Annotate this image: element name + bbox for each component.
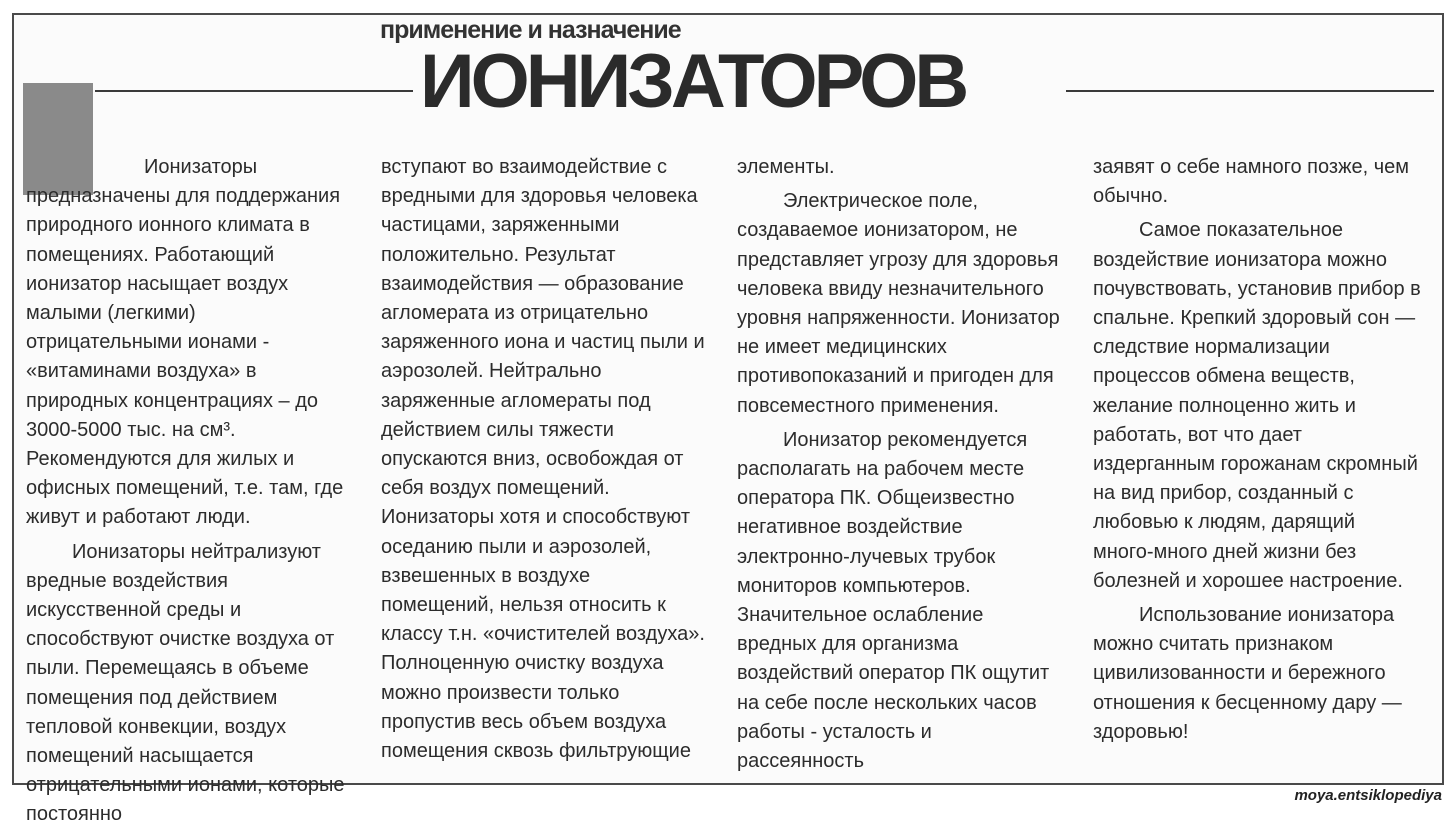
column-4 — [1093, 153, 1421, 747]
column-2 — [381, 153, 707, 766]
title-rule-left — [95, 90, 413, 92]
article-subtitle: применение и назначение — [380, 16, 681, 44]
paragraph: вступают во взаимодействие с вредными для здоровья человека частицами, заряженными положительно. Результат взаимодействия — образование агломерата из отрицательно заряженного иона и частиц пыли и аэрозолей. Нейтрально заряженные агломераты под действием силы тяжести опускаются вниз, освобождая от себя воздух помещений. Ионизаторы хотя и способствуют оседанию пыли и аэрозолей, взвешенных в воздухе помещений, нельзя относить к классу т.н. «очистителей воздуха». Полноценную очистку воздуха можно произвести только пропустив весь объем воздуха помещения сквозь фильтрующие — [381, 156, 705, 763]
paragraph: Самое показательное воздействие ионизатора можно почувствовать, установив прибор в спальне. Крепкий здоровый сон — следствие нормализации процессов обмена веществ, желание полноценно жить и работать, вот что дает издерганным горожанам скромный на вид прибор, созданный с любовью к людям, дарящий много-много дней жизни без болезней и хорошее настроение. — [1093, 219, 1421, 592]
title-rule-right — [1066, 90, 1434, 92]
column-1 — [26, 153, 351, 830]
article-title: ИОНИЗАТОРОВ — [420, 39, 966, 124]
paragraph: Ионизатор рекомендуется располагать на рабочем месте оператора ПК. Общеизвестно негативное воздействие электронно-лучевых трубок мониторов компьютеров. Значительное ослабление вредных для организма воздействий оператор ПК ощутит на себе после нескольких часов работы - усталость и рассеянность — [737, 428, 1050, 773]
column-3 — [737, 153, 1063, 776]
paragraph: Использование ионизатора можно считать признаком цивилизованности и бережного отношения к бесценному дару — здоровью! — [1093, 604, 1402, 743]
paragraph: Электрическое поле, создаваемое ионизатором, не представляет угрозу для здоровья человека ввиду незначительного уровня напряженности. Ионизатор не имеет медицинских противопоказаний и пригоден для повсеместного применения. — [737, 190, 1060, 417]
paragraph: Ионизаторы нейтрализуют вредные воздействия искусственной среды и способствуют очистке воздуха от пыли. Перемещаясь в объеме помещения под действием тепловой конвекции, воздух помещений насыщается отрицательными ионами, которые постоянно — [26, 540, 345, 826]
source-credit: moya.entsiklopediya — [1294, 787, 1442, 804]
paragraph: Ионизаторы предназначены для поддержания природного ионного климата в помещениях. Работающий ионизатор насыщает воздух малыми (легкими) отрицательными ионами - «витаминами воздуха» в природных концентрациях – до 3000-5000 тыс. на см³. Рекомендуются для жилых и офисных помещений, т.е. там, где живут и работают люди. — [26, 156, 344, 529]
paragraph: элементы. — [737, 156, 835, 178]
paragraph: заявят о себе намного позже, чем обычно. — [1093, 156, 1409, 208]
